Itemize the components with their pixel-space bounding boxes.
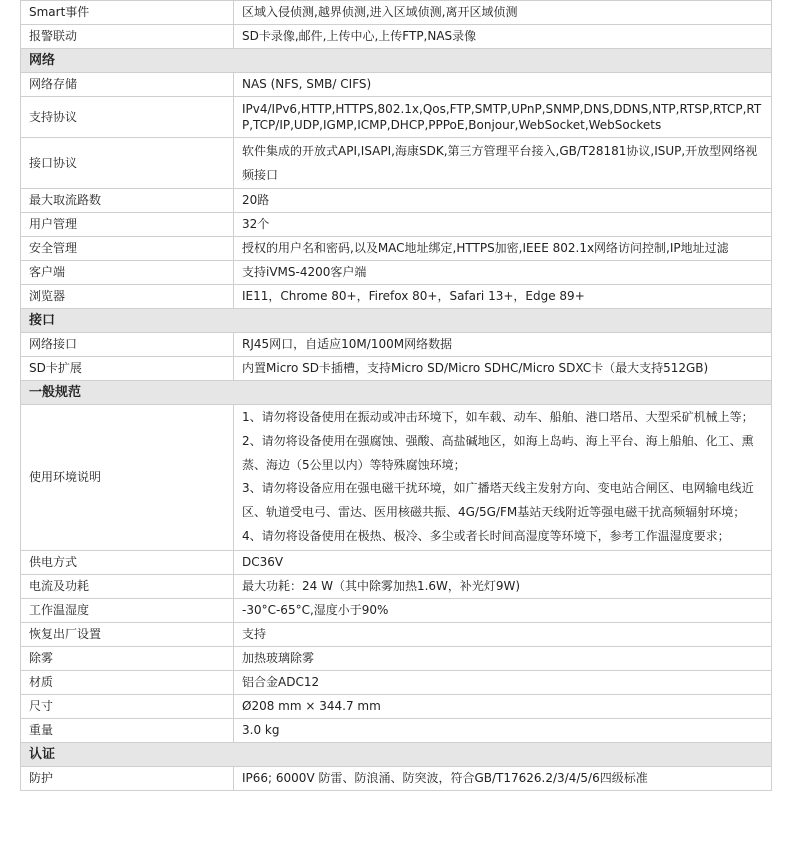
- spec-value: IE11，Chrome 80+，Firefox 80+，Safari 13+，Edge 89+: [234, 285, 772, 309]
- spec-value: 支持: [234, 622, 772, 646]
- spec-value: 32个: [234, 213, 772, 237]
- spec-key: 电流及功耗: [21, 574, 234, 598]
- spec-row: [21, 718, 772, 742]
- spec-value: Ø208 mm × 344.7 mm: [234, 694, 772, 718]
- spec-value: DC36V: [234, 550, 772, 574]
- spec-key: 支持协议: [21, 97, 234, 138]
- spec-key: 防护: [21, 766, 234, 790]
- spec-row: [21, 213, 772, 237]
- spec-row: [21, 261, 772, 285]
- spec-row: [21, 138, 772, 189]
- spec-value: 软件集成的开放式API,ISAPI,海康SDK,第三方管理平台接入,GB/T28181协议,ISUP,开放型网络视频接口: [234, 138, 772, 189]
- spec-row: [21, 97, 772, 138]
- spec-table-body: [21, 1, 772, 791]
- spec-row: [21, 25, 772, 49]
- spec-key: 客户端: [21, 261, 234, 285]
- spec-row: [21, 574, 772, 598]
- spec-row: [21, 405, 772, 551]
- spec-value-paragraph: 2、请勿将设备使用在强腐蚀、强酸、高盐碱地区，如海上岛屿、海上平台、海上船舶、化工、熏蒸、海边（5公里以内）等特殊腐蚀环境；: [242, 433, 754, 472]
- spec-row: [21, 598, 772, 622]
- spec-row: [21, 550, 772, 574]
- spec-row: [21, 189, 772, 213]
- spec-key: 浏览器: [21, 285, 234, 309]
- spec-row: [21, 1, 772, 25]
- spec-key: 重量: [21, 718, 234, 742]
- spec-value: IPv4/IPv6,HTTP,HTTPS,802.1x,Qos,FTP,SMTP,UPnP,SNMP,DNS,DDNS,NTP,RTSP,RTCP,RTP,TCP/IP,UDP,IGMP,ICMP,DHCP,PPPoE,Bonjour,WebSocket,WebSockets: [234, 97, 772, 138]
- spec-key: 网络接口: [21, 333, 234, 357]
- section-title: 认证: [21, 742, 772, 766]
- spec-key: 安全管理: [21, 237, 234, 261]
- spec-value: RJ45网口，自适应10M/100M网络数据: [234, 333, 772, 357]
- spec-key: 网络存储: [21, 73, 234, 97]
- spec-value: 铝合金ADC12: [234, 670, 772, 694]
- spec-key: 最大取流路数: [21, 189, 234, 213]
- spec-key: 材质: [21, 670, 234, 694]
- spec-key: 除雾: [21, 646, 234, 670]
- section-title: 一般规范: [21, 381, 772, 405]
- spec-row: [21, 646, 772, 670]
- spec-value: 加热玻璃除雾: [234, 646, 772, 670]
- section-title: 网络: [21, 49, 772, 73]
- spec-row: [21, 357, 772, 381]
- section-header-row: [21, 309, 772, 333]
- spec-key: 用户管理: [21, 213, 234, 237]
- section-header-row: [21, 742, 772, 766]
- spec-row: [21, 766, 772, 790]
- spec-value-paragraph: 1、请勿将设备使用在振动或冲击环境下，如车载、动车、船舶、港口塔吊、大型采矿机械上等；: [242, 410, 754, 424]
- spec-row: [21, 670, 772, 694]
- spec-value-paragraph: 3、请勿将设备应用在强电磁干扰环境，如广播塔天线主发射方向、变电站合闸区、电网输电线近区、轨道受电弓、雷达、医用核磁共振、4G/5G/FM基站天线附近等强电磁干扰高频辐射环境；: [242, 481, 754, 520]
- spec-key: SD卡扩展: [21, 357, 234, 381]
- spec-table: [20, 0, 772, 791]
- spec-value: 支持iVMS-4200客户端: [234, 261, 772, 285]
- section-header-row: [21, 381, 772, 405]
- section-title: 接口: [21, 309, 772, 333]
- spec-value: -30°C-65°C,湿度小于90%: [234, 598, 772, 622]
- spec-key: Smart事件: [21, 1, 234, 25]
- spec-row: [21, 237, 772, 261]
- spec-row: [21, 285, 772, 309]
- spec-value: 最大功耗：24 W（其中除雾加热1.6W，补光灯9W): [234, 574, 772, 598]
- spec-row: [21, 333, 772, 357]
- spec-value: [234, 405, 772, 551]
- spec-key: 供电方式: [21, 550, 234, 574]
- spec-row: [21, 694, 772, 718]
- spec-value: IP66; 6000V 防雷、防浪涌、防突波，符合GB/T17626.2/3/4/5/6四级标准: [234, 766, 772, 790]
- spec-row: [21, 73, 772, 97]
- spec-value: SD卡录像,邮件,上传中心,上传FTP,NAS录像: [234, 25, 772, 49]
- spec-row: [21, 622, 772, 646]
- spec-key: 恢复出厂设置: [21, 622, 234, 646]
- spec-key: 尺寸: [21, 694, 234, 718]
- section-header-row: [21, 49, 772, 73]
- spec-key: 使用环境说明: [21, 405, 234, 551]
- spec-value: 授权的用户名和密码,以及MAC地址绑定,HTTPS加密,IEEE 802.1x网络访问控制,IP地址过滤: [234, 237, 772, 261]
- spec-key: 工作温湿度: [21, 598, 234, 622]
- spec-value: 20路: [234, 189, 772, 213]
- spec-key: 接口协议: [21, 138, 234, 189]
- spec-value-paragraph: 4、请勿将设备使用在极热、极冷、多尘或者长时间高湿度等环境下，参考工作温湿度要求；: [242, 528, 730, 543]
- spec-value: 3.0 kg: [234, 718, 772, 742]
- spec-key: 报警联动: [21, 25, 234, 49]
- spec-value: 内置Micro SD卡插槽，支持Micro SD/Micro SDHC/Micro SDXC卡（最大支持512GB): [234, 357, 772, 381]
- spec-value: NAS (NFS, SMB/ CIFS): [234, 73, 772, 97]
- spec-value: 区域入侵侦测,越界侦测,进入区域侦测,离开区域侦测: [234, 1, 772, 25]
